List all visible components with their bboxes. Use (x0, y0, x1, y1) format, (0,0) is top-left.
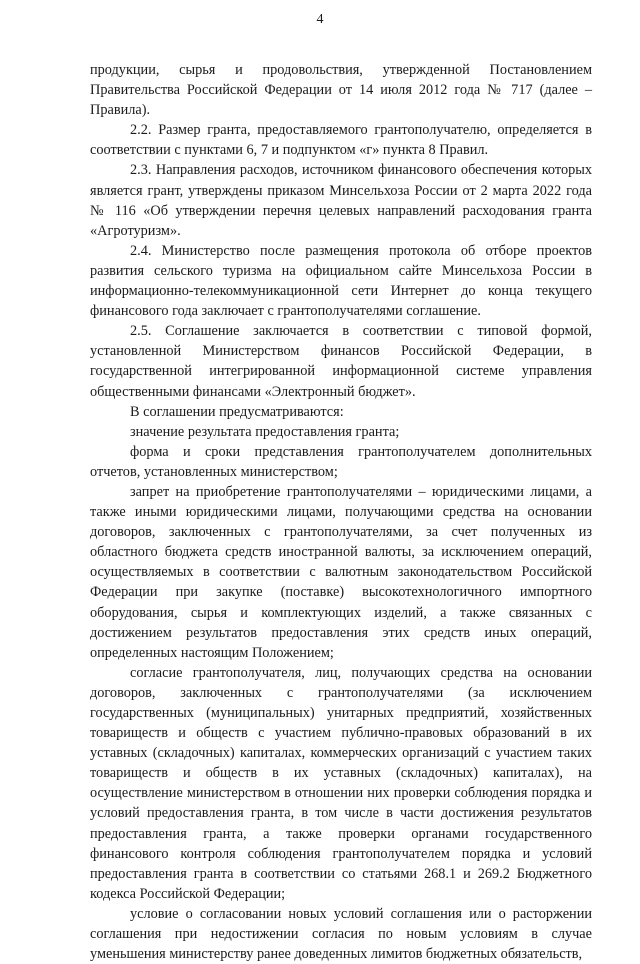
paragraph-currency-ban: запрет на приобретение грантополучателями – юридическими лицами, а также иными юридическими лицами, получающими средства на основании договоров, заключенных с грантополучателями, за счет полученных из областного бюджета средств иностранной валюты, за исключением операций, осуществляемых в соответствии с валютным законодательством Российской Федерации при закупке (поставке) высокотехнологичного импортного оборудования, сырья и комплектующих изделий, а также связанных с достижением результатов предоставления этих средств иных операций, определенных настоящим Положением; (90, 483, 592, 661)
paragraph-audit-consent: согласие грантополучателя, лиц, получающих средства на основании договоров, заключенных с грантополучателями (за исключением государственных (муниципальных) унитарных предприятий, хозяйственных товариществ и обществ с участием публично-правовых образований в их уставных (складочных) капиталах, коммерческих организаций с участием таких товариществ и обществ в их уставных (складочных) капиталах), на осуществление министерством в отношении них проверки соблюдения порядка и условий предоставления гранта, в том числе в части достижения результатов предоставления гранта, а также проверки органами государственного финансового контроля соблюдения грантополучателем порядка и условий предоставления гранта в соответствии со статьями 268.1 и 269.2 Бюджетного кодекса Российской Федерации; (90, 664, 592, 902)
paragraph-2-4: 2.4. Министерство после размещения протокола об отборе проектов развития сельского туризма на официальном сайте Минсельхоза России в информационно-телекоммуникационной сети Интернет до конца текущего финансового года заключает с грантополучателями соглашение. (90, 242, 592, 320)
paragraph-2-2: 2.2. Размер гранта, предоставляемого грантополучателю, определяется в соответствии с пунктами 6, 7 и подпунктом «г» пункта 8 Правил. (90, 122, 592, 159)
paragraph-reports: форма и сроки представления грантополучателем дополнительных отчетов, установленных министерством; (90, 443, 592, 480)
page-number: 4 (316, 12, 324, 27)
paragraph-agreement-intro: В соглашении предусматриваются: (130, 403, 344, 420)
paragraph-result-value: значение результата предоставления гранта; (130, 423, 400, 440)
paragraph-2-5: 2.5. Соглашение заключается в соответствии с типовой формой, установленной Министерством финансов Российской Федерации, в государственной интегрированной информационной системе управления общественными финансами «Электронный бюджет». (90, 323, 592, 400)
paragraph-2-3: 2.3. Направления расходов, источником финансового обеспечения которых является грант, утверждены приказом Минсельхоза России от 2 марта 2022 года № 116 «Об утверждении перечня целевых направлений расходования гранта «Агротуризм». (90, 162, 592, 239)
document-body (90, 60, 592, 964)
paragraph-continuation: продукции, сырья и продовольствия, утвержденной Постановлением Правительства Российской Федерации от 14 июля 2012 года № 717 (далее – Правила). (90, 62, 592, 119)
paragraph-new-terms: условие о согласовании новых условий соглашения или о расторжении соглашения при недостижении согласия по новым условиям в случае уменьшения министерству ранее доведенных лимитов бюджетных обязательств, (90, 905, 592, 963)
